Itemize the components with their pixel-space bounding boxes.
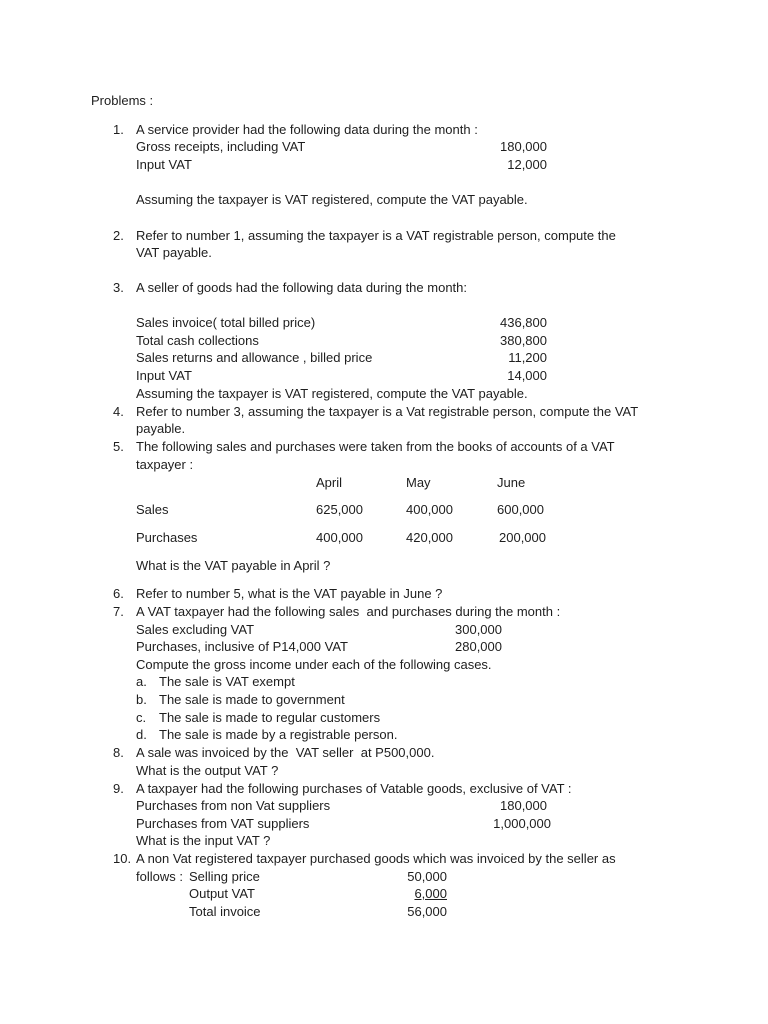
problem-question: What is the VAT payable in April ?	[136, 558, 331, 573]
table-cell: 625,000	[316, 502, 363, 517]
problem-lead: follows :	[136, 869, 183, 884]
item-value: 12,000	[507, 157, 547, 172]
table-cell: 400,000	[406, 502, 453, 517]
problem-number: 9.	[113, 781, 124, 796]
item-value: 6,000	[414, 886, 447, 901]
case-letter: c.	[136, 710, 147, 725]
table-cell: 200,000	[499, 530, 546, 545]
item-label: Purchases, inclusive of P14,000 VAT	[136, 639, 348, 654]
problem-question: What is the input VAT ?	[136, 833, 271, 848]
item-label: Output VAT	[189, 886, 255, 901]
problem-text: A non Vat registered taxpayer purchased goods which was invoiced by the seller as	[136, 851, 616, 866]
problem-text: Refer to number 3, assuming the taxpayer is a Vat registrable person, compute the VAT	[136, 404, 639, 419]
case-letter: d.	[136, 727, 147, 742]
case-letter: b.	[136, 692, 147, 707]
case-text: The sale is made to government	[159, 692, 345, 707]
item-value: 180,000	[500, 139, 547, 154]
problem-number: 10.	[113, 851, 132, 866]
problem-text: A sale was invoiced by the VAT seller at P500,000.	[136, 745, 435, 760]
case-text: The sale is made to regular customers	[159, 710, 381, 725]
table-row-label: Purchases	[136, 530, 198, 545]
item-value: 56,000	[407, 904, 447, 919]
problem-text: VAT payable.	[136, 245, 212, 260]
item-value: 380,800	[500, 333, 547, 348]
problem-text: What is the output VAT ?	[136, 763, 279, 778]
problem-question: Assuming the taxpayer is VAT registered, compute the VAT payable.	[136, 192, 528, 207]
page-heading: Problems :	[91, 93, 154, 108]
problem-text: A taxpayer had the following purchases of Vatable goods, exclusive of VAT :	[136, 781, 572, 796]
table-column-header: May	[406, 475, 431, 490]
case-text: The sale is VAT exempt	[159, 674, 295, 689]
problem-number: 8.	[113, 745, 124, 760]
table-cell: 420,000	[406, 530, 453, 545]
item-label: Sales returns and allowance , billed price	[136, 350, 373, 365]
item-label: Purchases from VAT suppliers	[136, 816, 310, 831]
item-value: 436,800	[500, 315, 547, 330]
item-value: 1,000,000	[493, 816, 551, 831]
table-cell: 400,000	[316, 530, 363, 545]
item-label: Purchases from non Vat suppliers	[136, 798, 331, 813]
table-column-header: June	[497, 475, 526, 490]
problem-text: Refer to number 1, assuming the taxpayer is a VAT registrable person, compute the	[136, 228, 616, 243]
table-column-header: April	[316, 475, 343, 490]
table-cell: 600,000	[497, 502, 544, 517]
problem-number: 7.	[113, 604, 124, 619]
item-label: Sales excluding VAT	[136, 622, 255, 637]
item-value: 300,000	[455, 622, 502, 637]
case-text: The sale is made by a registrable person.	[159, 727, 398, 742]
problem-text: taxpayer :	[136, 457, 194, 472]
problem-text: Refer to number 5, what is the VAT payable in June ?	[136, 586, 443, 601]
item-label: Input VAT	[136, 368, 192, 383]
item-value: 180,000	[500, 798, 547, 813]
item-value: 14,000	[507, 368, 547, 383]
problem-number: 5.	[113, 439, 124, 454]
problem-number: 4.	[113, 404, 124, 419]
item-value: 11,200	[508, 350, 547, 365]
item-value: 280,000	[455, 639, 502, 654]
problem-number: 1.	[113, 122, 124, 137]
problem-text: A VAT taxpayer had the following sales and purchases during the month :	[136, 604, 561, 619]
problem-text: A service provider had the following data during the month :	[136, 122, 478, 137]
case-letter: a.	[136, 674, 147, 689]
item-label: Input VAT	[136, 157, 192, 172]
item-label: Selling price	[189, 869, 260, 884]
problem-question: Assuming the taxpayer is VAT registered, compute the VAT payable.	[136, 386, 528, 401]
problem-number: 2.	[113, 228, 124, 243]
problem-number: 3.	[113, 280, 124, 295]
problem-number: 6.	[113, 586, 124, 601]
problem-text: A seller of goods had the following data during the month:	[136, 280, 467, 295]
problem-text: payable.	[136, 421, 186, 436]
problem-text: The following sales and purchases were taken from the books of accounts of a VAT	[136, 439, 615, 454]
item-label: Gross receipts, including VAT	[136, 139, 306, 154]
item-label: Sales invoice( total billed price)	[136, 315, 316, 330]
item-label: Total invoice	[189, 904, 261, 919]
problem-question: Compute the gross income under each of the following cases.	[136, 657, 492, 672]
table-row-label: Sales	[136, 502, 169, 517]
item-label: Total cash collections	[136, 333, 259, 348]
item-value: 50,000	[407, 869, 447, 884]
